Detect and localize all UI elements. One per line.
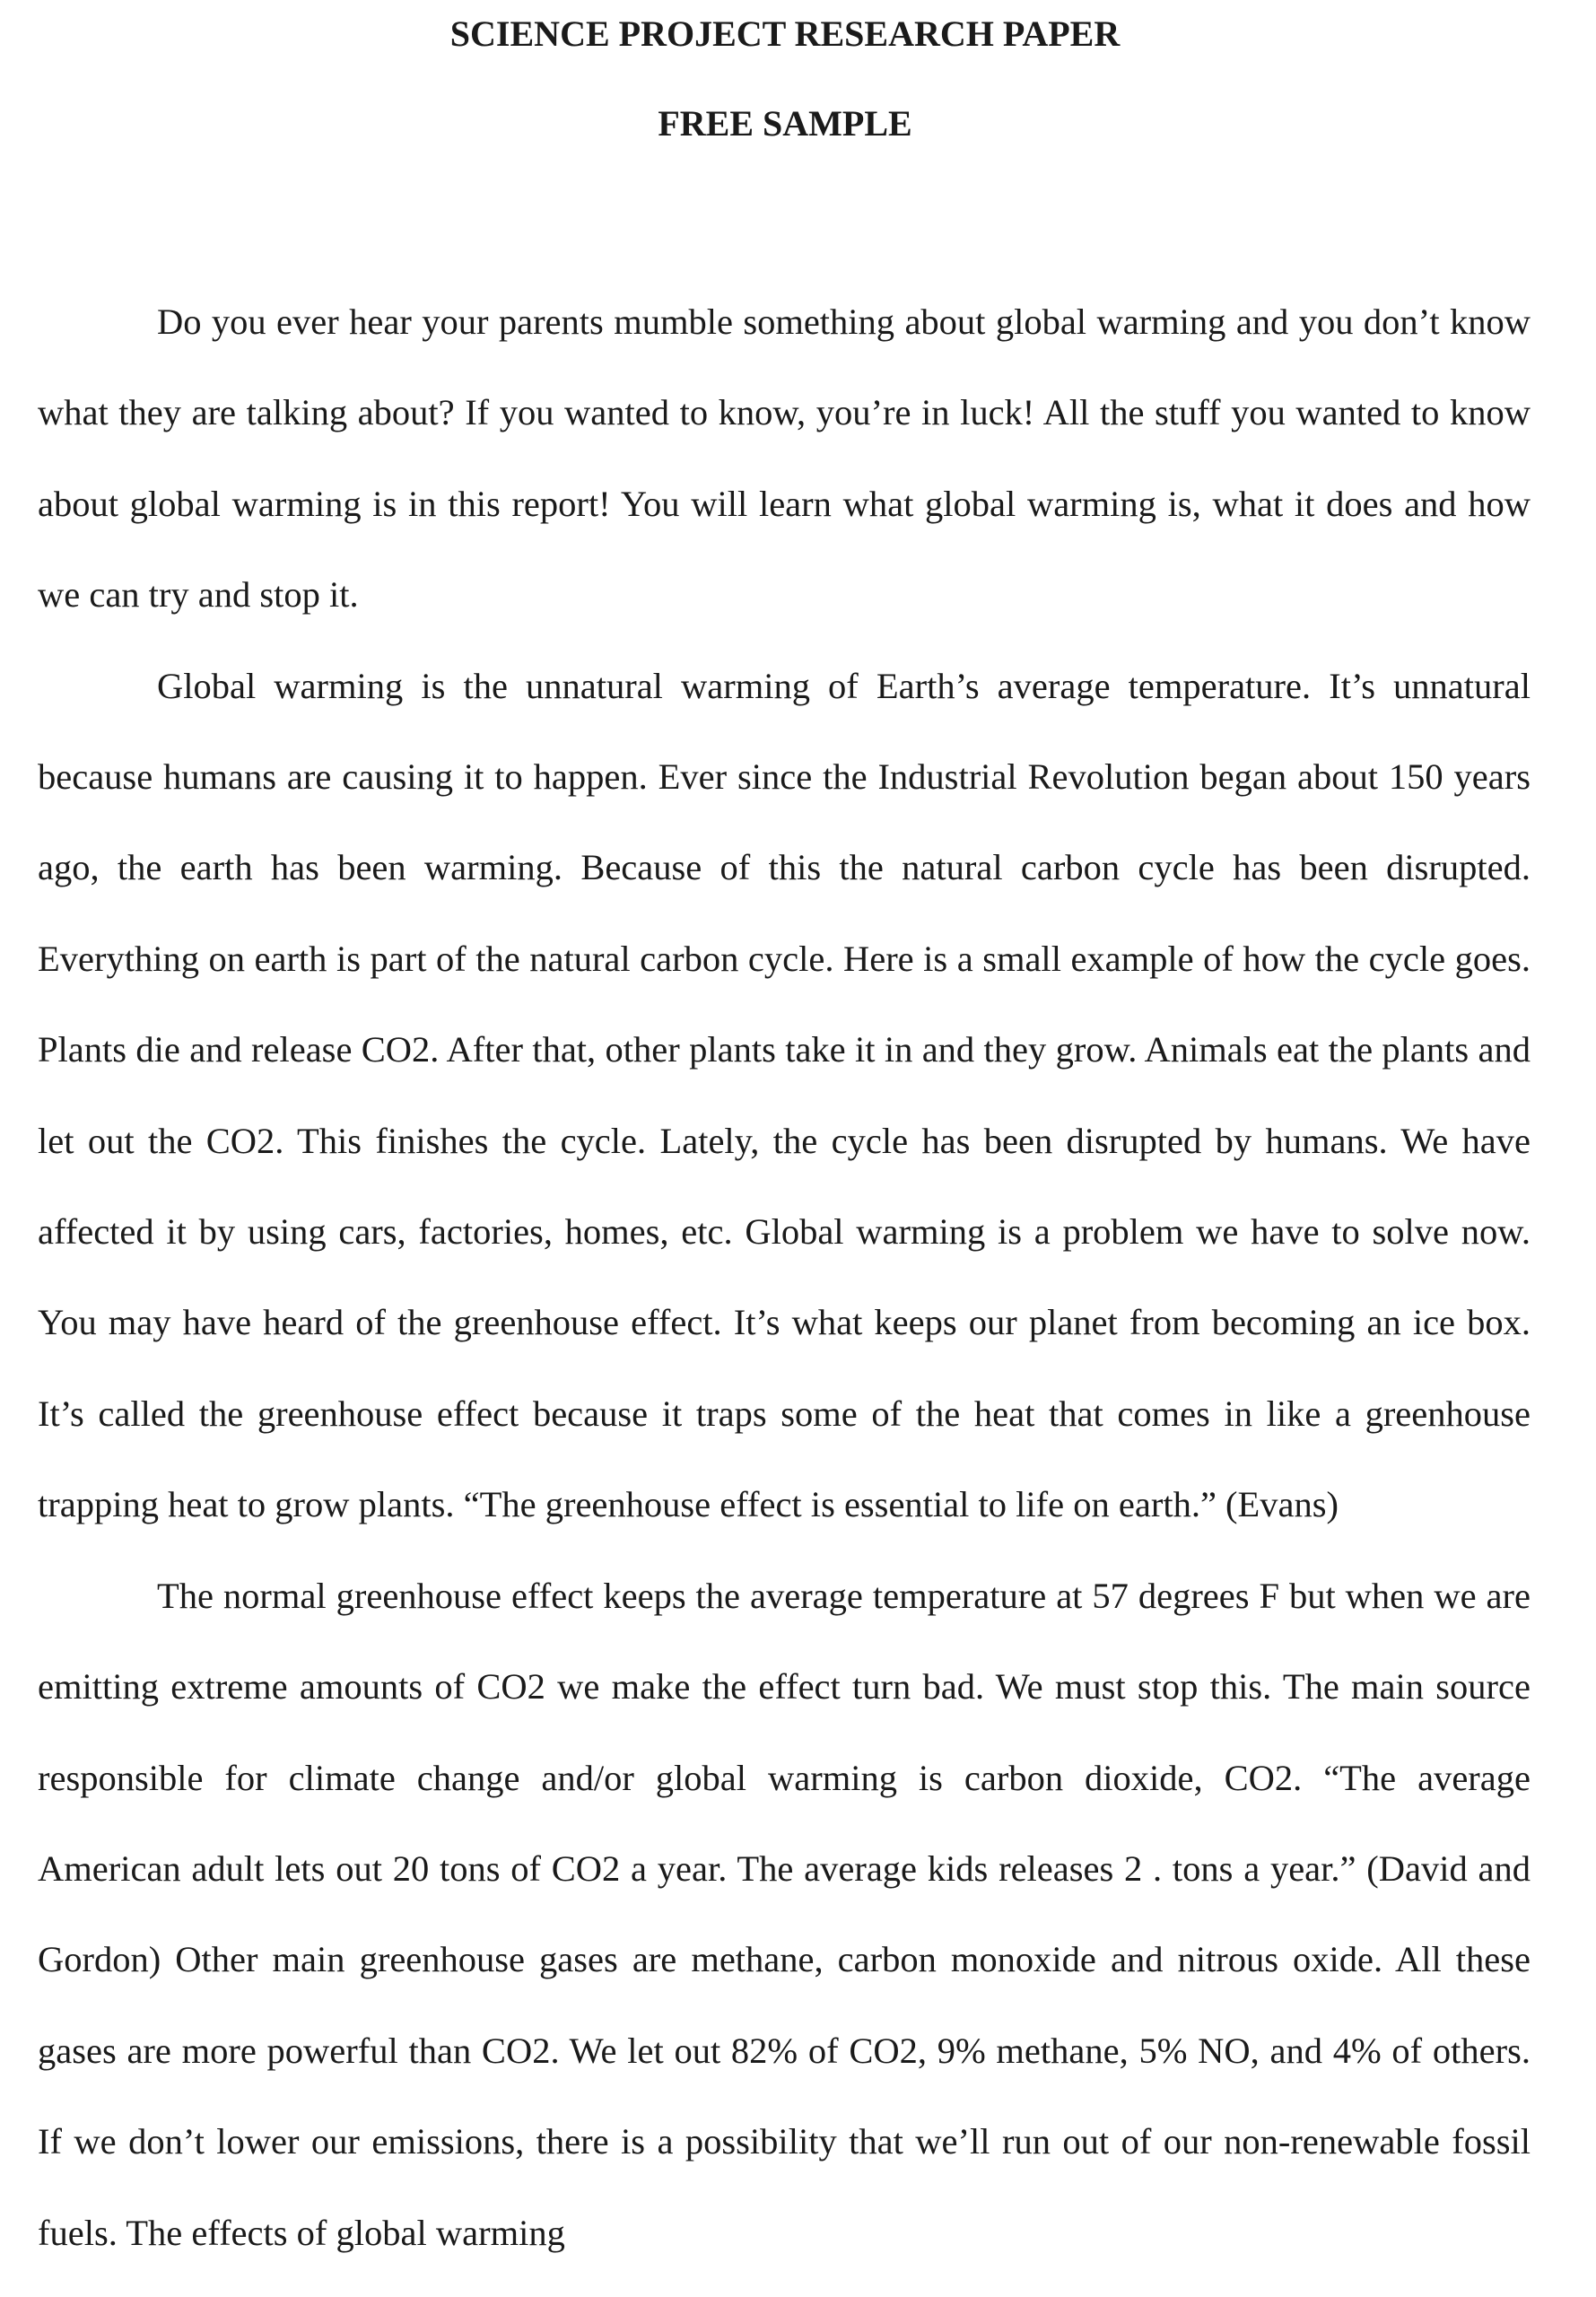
document-title: SCIENCE PROJECT RESEARCH PAPER — [449, 13, 1121, 54]
paragraph-greenhouse-effect: The normal greenhouse effect keeps the average temperature at 57 degrees F but when we are emitting extreme amounts of CO2 we make the effect turn bad. We must stop this. The main source responsible for climate change and/or global warming is carbon dioxide, CO2. “The average American adult lets out 20 tons of CO2 a year. The average kids releases 2 . tons a year.” (David and Gordon) Other main greenhouse gases are methane, carbon monoxide and nitrous oxide. All these gases are more powerful than CO2. We let out 82% of CO2, 9% methane, 5% NO, and 4% of others. If we don’t lower our emissions, there is a possibility that we’ll run out of our non-renewable fossil fuels. The effects of global warming — [38, 1575, 1531, 2253]
paragraph-global-warming: Global warming is the unnatural warming of Earth’s average temperature. It’s unnatural because humans are causing it to happen. Ever since the Industrial Revolution began about 150 years ago, the earth has been warming. Because of this the natural carbon cycle has been disrupted. Everything on earth is part of the natural carbon cycle. Here is a small example of how the cycle goes. Plants die and release CO2. After that, other plants take it in and they grow. Animals eat the plants and let out the CO2. This finishes the cycle. Lately, the cycle has been disrupted by humans. We have affected it by using cars, factories, homes, etc. Global warming is a problem we have to solve now. You may have heard of the greenhouse effect. It’s what keeps our planet from becoming an ice box. It’s called the greenhouse effect because it traps some of the heat that comes in like a greenhouse trapping heat to grow plants. “The greenhouse effect is essential to life on earth.” (Evans) — [38, 665, 1531, 1525]
document-body — [38, 276, 1531, 2278]
document-subtitle: FREE SAMPLE — [658, 103, 912, 144]
paragraph-intro: Do you ever hear your parents mumble something about global warming and you don’t know what they are talking about? If you wanted to know, you’re in luck! All the stuff you wanted to know about global warming is in this report! You will learn what global warming is, what it does and how we can try and stop it. — [38, 301, 1531, 616]
